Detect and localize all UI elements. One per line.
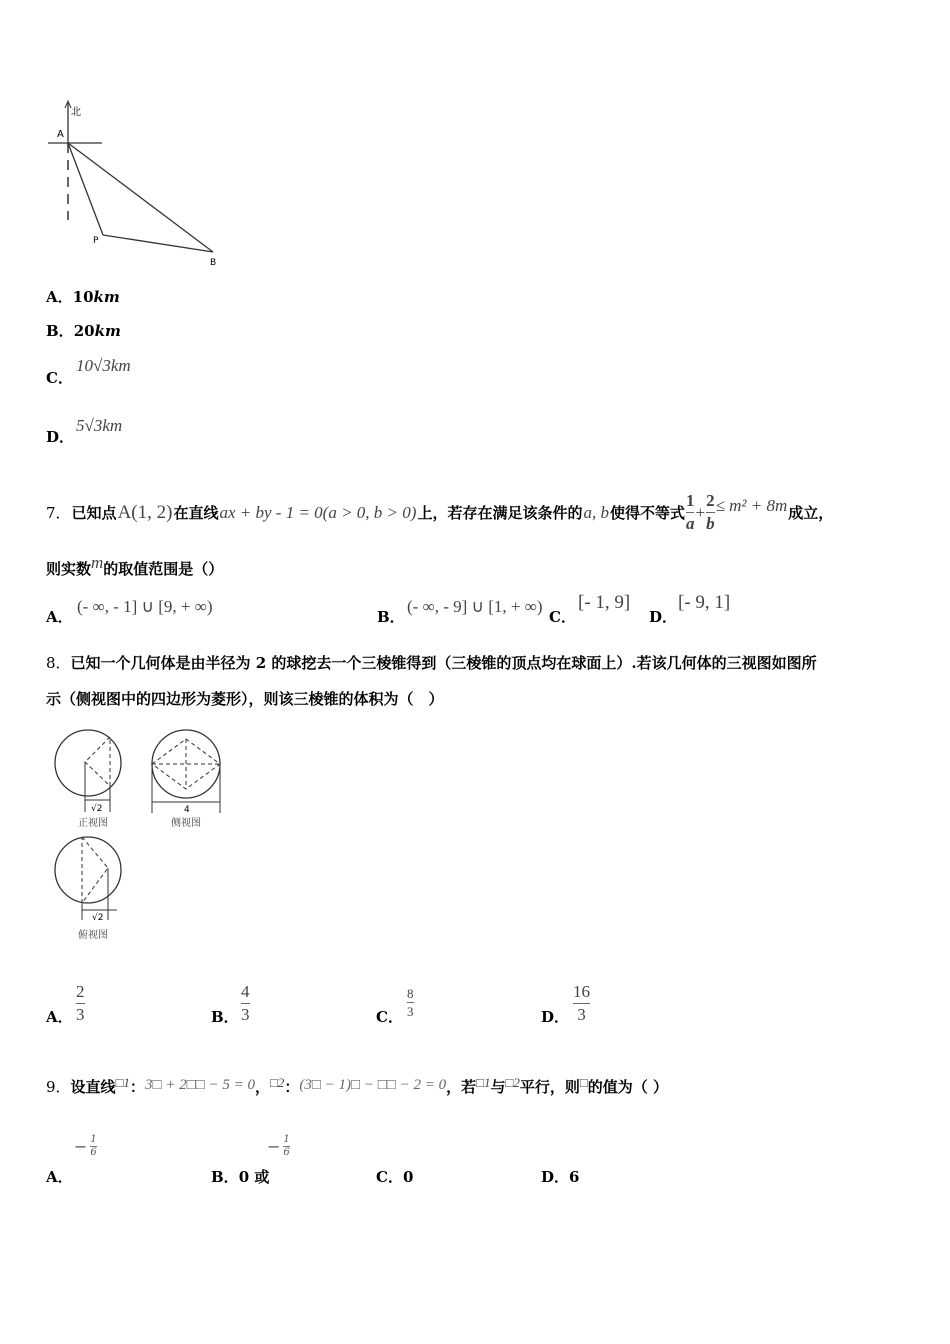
q9-stem <box>46 1076 668 1097</box>
equation-l2: (3□ − 1)□ − □□ − 2 = 0 <box>299 1077 447 1093</box>
line-l1: □1 <box>476 1075 491 1090</box>
q6-option-b[interactable] <box>46 320 121 341</box>
q6-option-c[interactable] <box>46 367 73 388</box>
label-front-view: 正视图 <box>78 818 108 829</box>
q8-stem-line1 <box>46 652 817 673</box>
q8-option-d-label[interactable]: D． <box>541 1008 570 1026</box>
denominator: 6 <box>90 1147 97 1158</box>
stem-text: 上，若存在满足该条件的 <box>417 504 583 522</box>
plus-sign: + <box>695 502 706 522</box>
numerator: 1 <box>283 1134 290 1145</box>
direction-diagram <box>40 95 230 270</box>
denominator: 3 <box>241 1005 250 1024</box>
question-number: 9． <box>46 1078 71 1096</box>
numerator: 1 <box>90 1134 97 1145</box>
side-view <box>152 730 220 829</box>
q7-option-c-label[interactable]: C． <box>549 608 576 626</box>
stem-text: 已知一个几何体是由半径为 2 的球挖去一个三棱锥得到（三棱锥的顶点均在球面上）.若该几何体的三视图如图所 <box>70 654 817 672</box>
fraction-1-over-a <box>686 490 695 535</box>
question-number: 8． <box>46 654 71 672</box>
q6-option-c-value: 10√3km <box>76 356 131 375</box>
q7-option-b-value[interactable]: (- ∞, - 9] ∪ [1, + ∞) <box>407 597 543 616</box>
denominator: 6 <box>283 1147 290 1158</box>
q6-option-d-value: 5√3km <box>76 416 123 435</box>
option-label: C． <box>376 1168 403 1186</box>
stem-text: 则实数 <box>46 560 92 578</box>
q8-option-a-label[interactable]: A． <box>46 1008 73 1026</box>
stem-text: ： <box>129 1078 145 1096</box>
stem-text: ： <box>284 1078 300 1096</box>
q9-option-b[interactable] <box>211 1166 269 1187</box>
option-label: B． <box>211 1168 239 1186</box>
three-view-diagram <box>45 722 245 947</box>
label-side-view: 侧视图 <box>171 818 201 829</box>
math-point: A(1, 2) <box>117 501 173 523</box>
numerator: 8 <box>407 986 414 1001</box>
denominator: b <box>706 514 715 533</box>
option-label: A． <box>46 288 73 306</box>
q9-option-a-value[interactable] <box>74 1134 97 1159</box>
q8-option-d-fraction[interactable] <box>573 981 590 1026</box>
math-line-equation: ax + by - 1 = 0(a > 0, b > 0) <box>219 502 417 522</box>
denominator: 3 <box>407 1004 414 1019</box>
denominator: 3 <box>577 1005 586 1024</box>
stem-text: 已知点 <box>71 504 117 522</box>
denominator: 3 <box>76 1005 85 1024</box>
line-l2: □2 <box>505 1075 520 1090</box>
q8-option-b-fraction[interactable] <box>241 981 250 1026</box>
fraction <box>90 1134 96 1159</box>
stem-text: 设直线 <box>70 1078 116 1096</box>
equation-l1: 3□ + 2□□ − 5 = 0 <box>144 1077 255 1093</box>
q9-option-a-label[interactable]: A． <box>46 1168 73 1186</box>
label-top-view: 俯视图 <box>78 930 108 941</box>
line-l1: □1 <box>115 1075 130 1090</box>
q9-option-b-fraction[interactable] <box>267 1134 290 1159</box>
q8-option-a-fraction[interactable] <box>76 981 85 1026</box>
option-label: B． <box>46 322 74 340</box>
segment-pb <box>103 235 213 252</box>
stem-text: ， <box>254 1078 270 1096</box>
q7-option-b-label[interactable]: B． <box>377 608 405 626</box>
q7-option-a-value[interactable]: (- ∞, - 1] ∪ [9, + ∞) <box>77 597 213 616</box>
q9-option-d[interactable] <box>541 1166 579 1187</box>
minus-sign: − <box>267 1137 281 1156</box>
option-label: C． <box>46 369 73 387</box>
stem-text: 成立， <box>788 504 834 522</box>
dim-sqrt2: √2 <box>91 804 103 814</box>
option-label: D． <box>46 428 75 446</box>
stem-text: 平行，则 <box>519 1078 580 1096</box>
numerator: 2 <box>706 491 715 510</box>
q6-option-a[interactable] <box>46 286 120 307</box>
q9-option-c[interactable] <box>376 1166 413 1187</box>
stem-text: ，若 <box>446 1078 477 1096</box>
q7-option-c-value[interactable]: [- 1, 9] <box>578 592 631 613</box>
line-l2: □2 <box>270 1075 285 1090</box>
stem-text: 在直线 <box>173 504 219 522</box>
q7-stem-line2 <box>46 553 224 579</box>
label-p: P <box>93 236 99 246</box>
dim-4: 4 <box>184 805 190 815</box>
q8-stem-line2: 示（侧视图中的四边形为菱形），则该三棱锥的体积为（ ） <box>46 690 444 708</box>
option-value: 10 <box>72 288 94 306</box>
front-view <box>55 730 121 829</box>
stem-text: 的值为（ ） <box>587 1078 668 1096</box>
math-inequality-rhs: ≤ m² + 8m <box>715 495 788 515</box>
math-m: m <box>91 553 104 572</box>
q7-option-a-label[interactable]: A． <box>46 608 73 626</box>
label-north: 北 <box>71 107 81 118</box>
label-a: A <box>57 129 64 140</box>
q8-option-c-label[interactable]: C． <box>376 1008 403 1026</box>
q6-option-d[interactable] <box>46 426 74 447</box>
option-label: D． <box>541 1168 570 1186</box>
option-unit: km <box>94 322 121 340</box>
fraction <box>283 1134 289 1159</box>
q7-option-d-label[interactable]: D． <box>649 608 678 626</box>
q7-stem-line1 <box>46 490 833 535</box>
denominator: a <box>685 514 695 533</box>
stem-text: 与 <box>490 1078 506 1096</box>
stem-text: 使得不等式 <box>609 504 685 522</box>
numerator: 2 <box>76 982 85 1001</box>
fraction-2-over-b <box>706 490 715 535</box>
label-b: B <box>210 258 217 268</box>
minus-sign: − <box>74 1137 88 1156</box>
variable-placeholder: □ <box>579 1075 588 1090</box>
option-unit: km <box>93 288 120 306</box>
top-view <box>55 837 121 941</box>
option-value: 6 <box>569 1168 580 1186</box>
numerator: 4 <box>241 982 250 1001</box>
math-ab: a, b <box>583 502 609 522</box>
segment-ab <box>68 143 213 252</box>
dim-sqrt2: √2 <box>92 913 104 923</box>
q8-option-b-label[interactable]: B． <box>211 1008 239 1026</box>
q7-option-d-value[interactable]: [- 9, 1] <box>678 592 731 613</box>
stem-text: 的取值范围是（） <box>103 560 224 578</box>
q8-option-c-fraction[interactable] <box>407 985 414 1020</box>
option-value: 20 <box>73 322 95 340</box>
option-value: 0 <box>402 1168 414 1186</box>
option-prefix: 0 或 <box>238 1168 270 1186</box>
numerator: 1 <box>685 491 695 510</box>
question-number: 7． <box>46 504 71 522</box>
numerator: 16 <box>573 982 590 1001</box>
